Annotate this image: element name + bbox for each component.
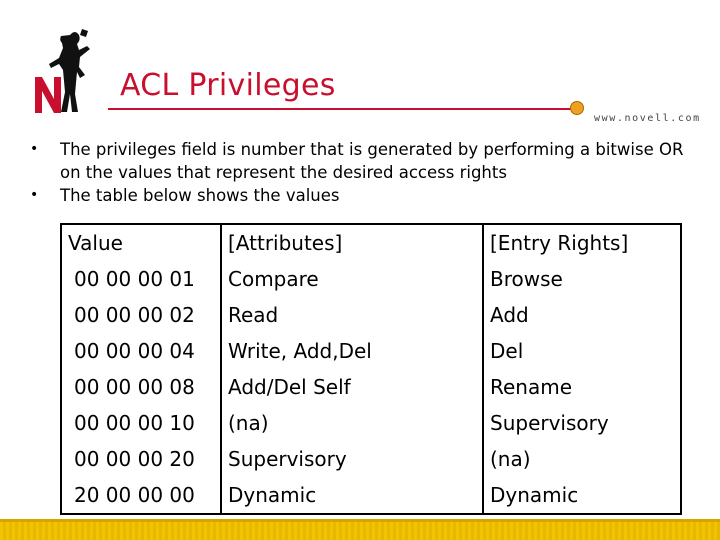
cell-value: 00 00 00 04 [61, 333, 221, 369]
page-title: ACL Privileges [120, 68, 336, 103]
cell-attribute: Write, Add,Del [221, 333, 483, 369]
cell-entry-right: Add [483, 297, 681, 333]
novell-logo [30, 25, 105, 120]
bullet-text: The table below shows the values [60, 186, 340, 205]
table-row [61, 333, 681, 369]
cell-value: 00 00 00 08 [61, 369, 221, 405]
header-attributes: [Attributes] [221, 224, 483, 261]
bullet-item [30, 184, 690, 207]
header-value: Value [61, 224, 221, 261]
cell-value: 00 00 00 20 [61, 441, 221, 477]
title-underline [108, 108, 578, 110]
cell-value: 00 00 00 01 [61, 261, 221, 297]
bullet-icon: • [30, 187, 39, 203]
bullet-icon: • [30, 141, 39, 157]
table-row [61, 477, 681, 514]
cell-value: 00 00 00 10 [61, 405, 221, 441]
table-header-row [61, 224, 681, 261]
table-row [61, 297, 681, 333]
table-row [61, 261, 681, 297]
bullet-text: The privileges field is number that is generated by performing a bitwise OR on the values that represent the desired access rights [60, 140, 684, 182]
footer-edge [0, 519, 720, 522]
cell-entry-right: Rename [483, 369, 681, 405]
website-url: www.novell.com [594, 113, 701, 124]
cell-entry-right: Browse [483, 261, 681, 297]
cell-value: 00 00 00 02 [61, 297, 221, 333]
cell-attribute: Add/Del Self [221, 369, 483, 405]
cell-attribute: Supervisory [221, 441, 483, 477]
cell-entry-right: (na) [483, 441, 681, 477]
cell-attribute: (na) [221, 405, 483, 441]
table-row [61, 405, 681, 441]
table-row [61, 441, 681, 477]
footer-bar [0, 519, 720, 540]
cell-attribute: Read [221, 297, 483, 333]
cell-entry-right: Dynamic [483, 477, 681, 514]
orange-dot-icon [570, 101, 584, 115]
cell-value: 20 00 00 00 [61, 477, 221, 514]
table-row [61, 369, 681, 405]
acl-values-table [60, 223, 682, 515]
bullet-item [30, 138, 690, 184]
cell-entry-right: Del [483, 333, 681, 369]
cell-attribute: Dynamic [221, 477, 483, 514]
cell-entry-right: Supervisory [483, 405, 681, 441]
bullet-list [30, 138, 690, 207]
header-entry-rights: [Entry Rights] [483, 224, 681, 261]
cell-attribute: Compare [221, 261, 483, 297]
